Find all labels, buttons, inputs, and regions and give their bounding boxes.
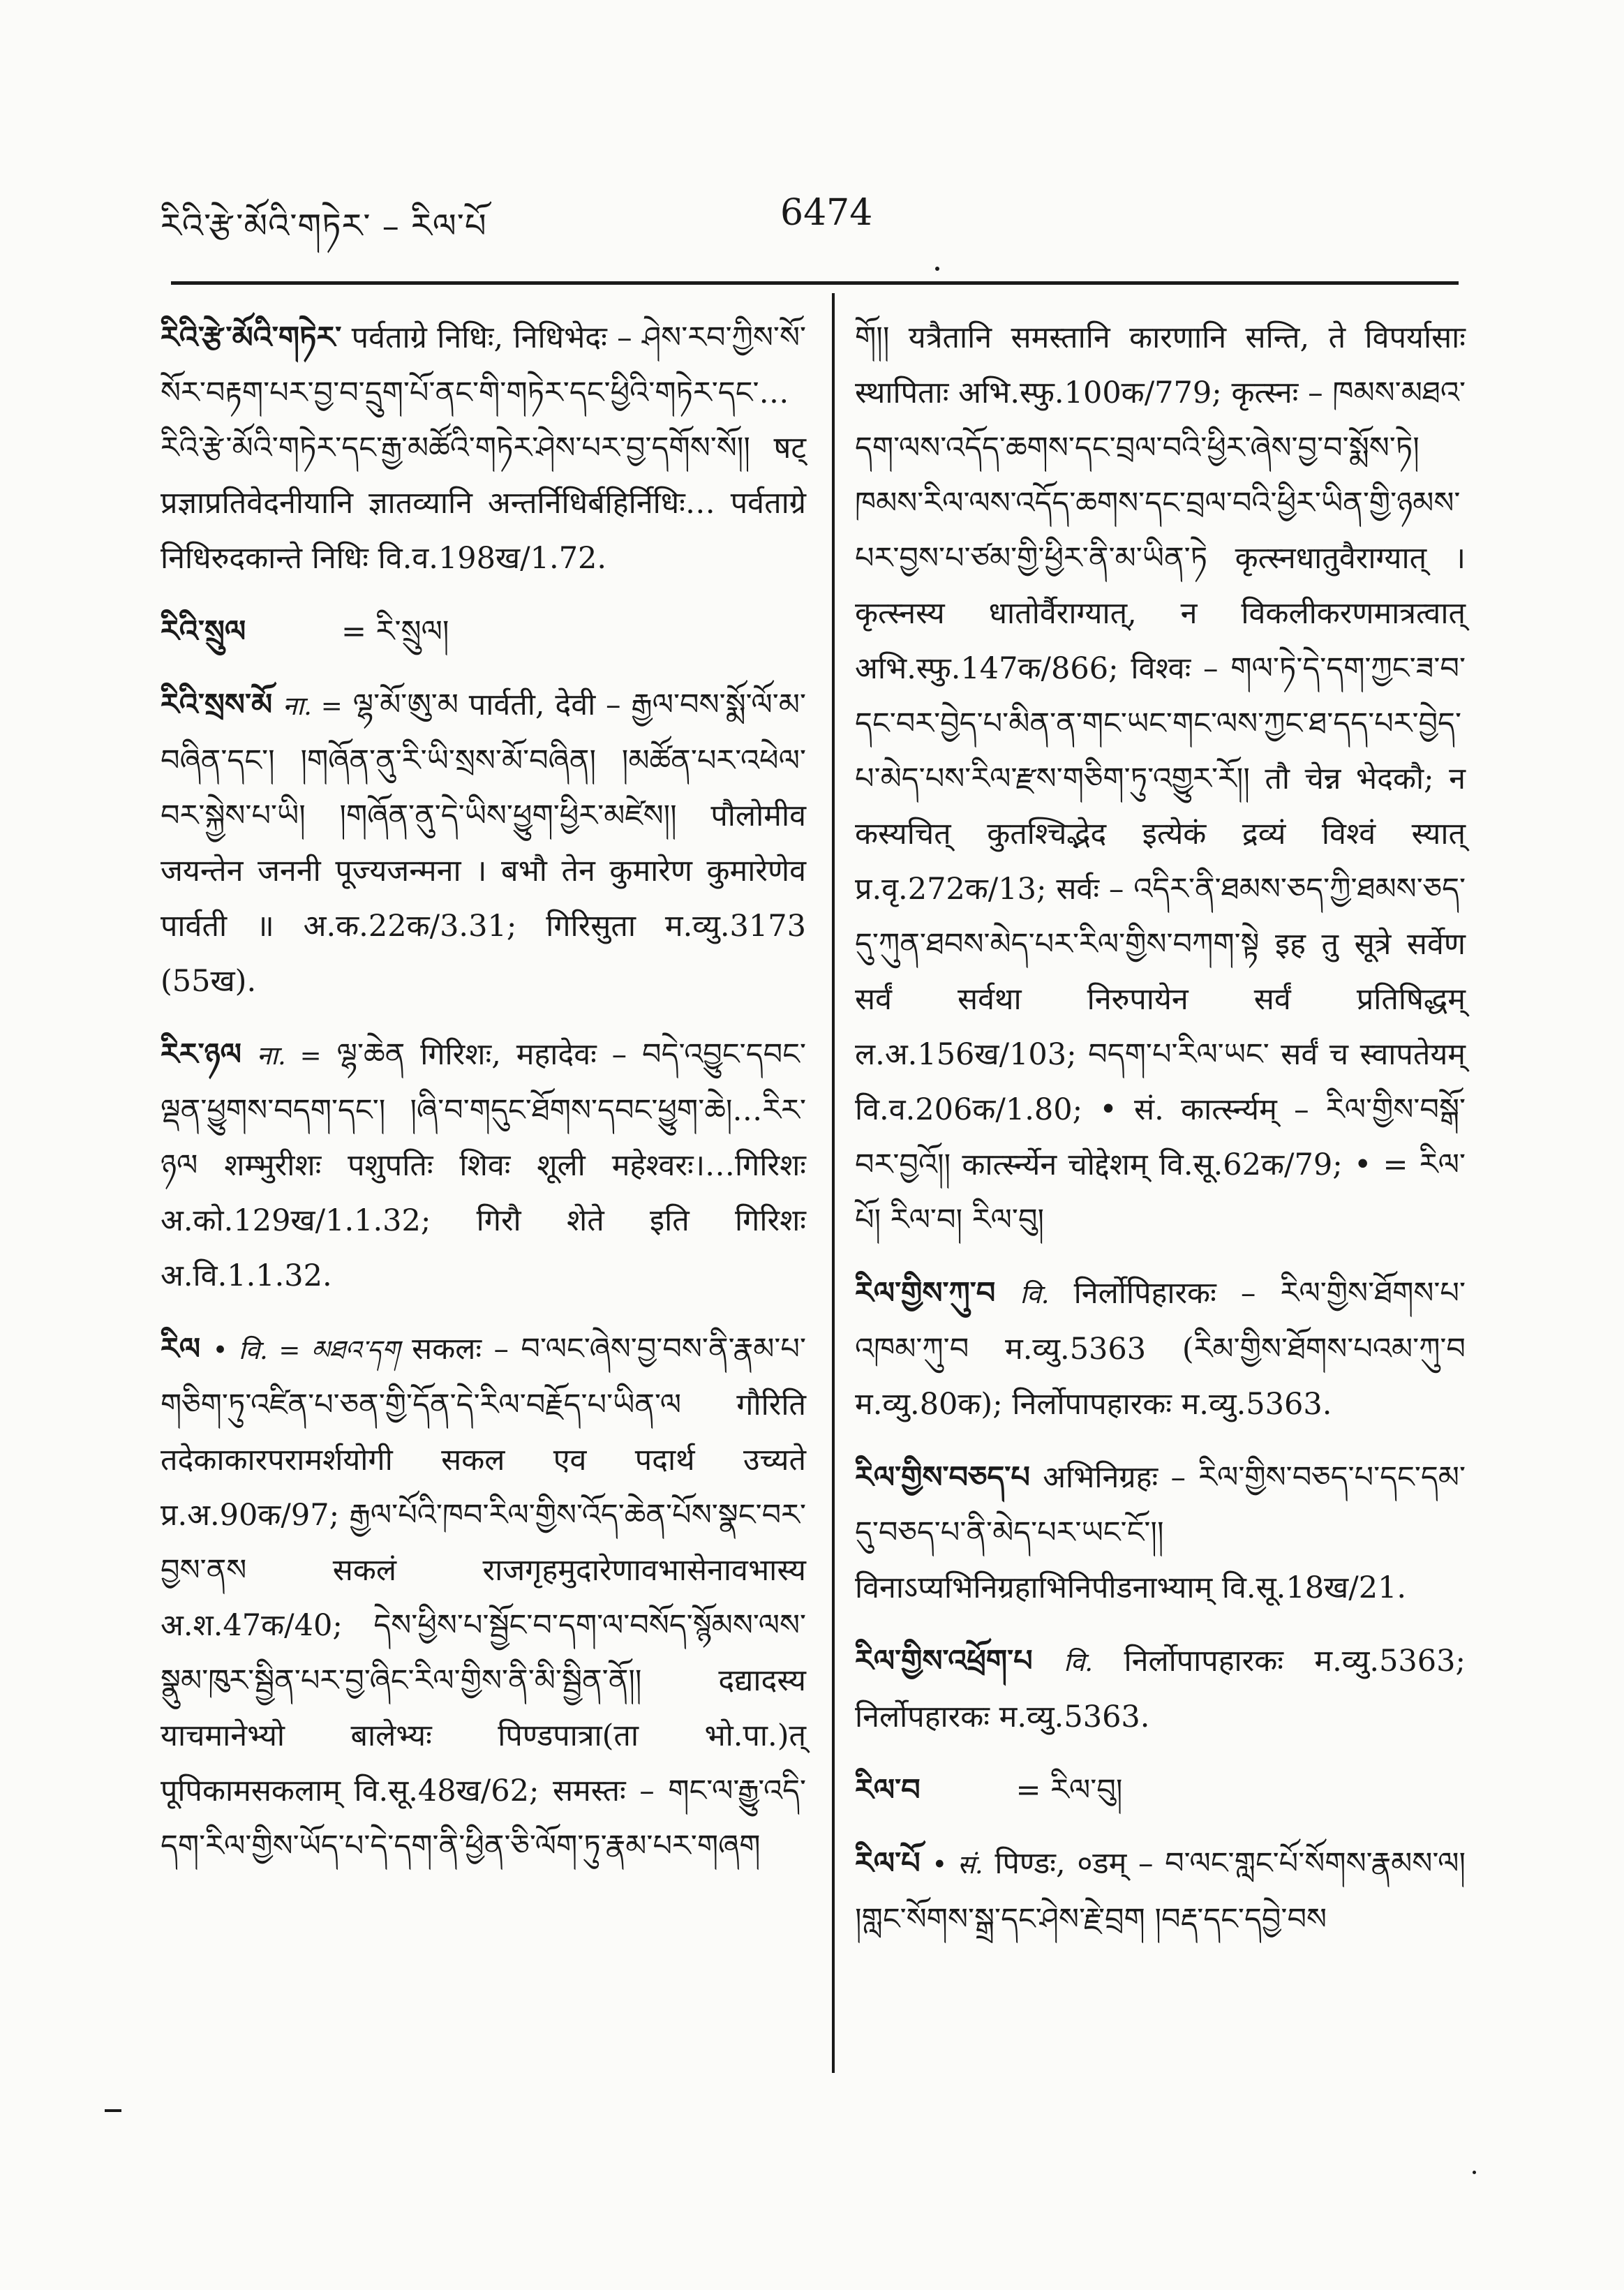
header-rule — [171, 281, 1459, 285]
entry-headword: རིལ་གྱིས་འཕྲོག་པ — [855, 1644, 1033, 1679]
entry-headword: རིལ་གྱིས་ཀུ་བ — [855, 1276, 996, 1311]
entry-headword: རིའི་རྩེ་མོའི་གཏེར་ — [161, 320, 342, 355]
left-column — [161, 311, 806, 1892]
entry-headword: རིལ་པོ — [855, 1846, 921, 1881]
dictionary-entry — [855, 1763, 1466, 1818]
grammar-label: • सं. — [932, 1850, 983, 1880]
dictionary-entry — [161, 1322, 806, 1874]
entry-headword: རིའི་སྲུལ — [161, 614, 246, 649]
dictionary-entry — [855, 1634, 1466, 1745]
entry-text: पर्वताग्रे निधिः, निधिभेदः – ཤེས་རབ་ཀྱིས་སོ་སོར་བརྟག་པར་བྱ་བ་དྲུག་པོ་ནང་གི་གཏེར་དང་ཕྱིའི་གཏེར་དང་…རིའི་རྩེ་མོའི་གཏེར་དང་རྒྱ་མཚོའི་གཏེར་ཤེས་པར་བྱ་དགོས་སོ།། षट् प्रज्ञाप्रतिवेदनीयानि ज्ञातव्यानि अन्तर्निधिर्बहिर्निधिः… पर्वताग्रे निधिरुदकान्ते निधिः वि.व.198ख/1.72. — [161, 320, 806, 576]
header-guide-words: རིའི་རྩེ་མོའི་གཏེར་ – རིལ་པོ — [161, 207, 487, 246]
entry-text: अभिनिग्रहः – རིལ་གྱིས་བཅད་པ་དང་དམ་དུ་བཅད་པ་ནི་མེད་པར་ཡང་ངོ་།། विनाऽप्यभिनिग्रहाभिनिपीडनाभ्याम् वि.सू.18ख/21. — [855, 1460, 1466, 1605]
entry-text: निर्लोपापहारकः म.व्यु.5363; निर्लोपहारकः म.व्यु.5363. — [855, 1644, 1466, 1734]
grammar-label: वि. — [1020, 1279, 1050, 1309]
entry-text: གོ།། यत्रैतानि समस्तानि कारणानि सन्ति, ते विपर्यासाः स्थापिताः अभि.स्फु.100क/779; कृत्स्नः – ཁམས་མཐའ་དག་ལས་འདོད་ཆགས་དང་བྲལ་བའི་ཕྱིར་ཞེས་བྱ་བ་སྨོས་ཏེ། ཁམས་རིལ་ལས་འདོད་ཆགས་དང་བྲལ་བའི་ཕྱིར་ཡིན་གྱི་ཉམས་པར་བྱས་པ་ཙམ་གྱི་ཕྱིར་ནི་མ་ཡིན་ཏེ कृत्स्नधातुवैराग्यात् । कृत्स्नस्य धातोर्वैराग्यात्, न विकलीकरणमात्रत्वात् अभि.स्फु.147क/866; विश्वः – གལ་ཏེ་དེ་དག་ཀྱང་ཟ་བ་དང་བར་བྱེད་པ་མིན་ན་གང་ཡང་གང་ལས་ཀྱང་ཐ་དད་པར་བྱེད་པ་མེད་པས་རིལ་རྫས་གཅིག་ཏུ་འགྱུར་རོ།། तौ चेन्न भेदकौ; न कस्यचित् कुतश्चिद्भेद इत्येकं द्रव्यं विश्वं स्यात् प्र.वृ.272क/13; सर्वः – འདིར་ནི་ཐམས་ཅད་ཀྱི་ཐམས་ཅད་དུ་ཀུན་ཐབས་མེད་པར་རིལ་གྱིས་བཀག་སྟེ इह तु सूत्रे सर्वेण सर्वं सर्वथा निरुपायेन सर्वं प्रतिषिद्धम् ल.अ.156ख/103; བདག་པ་རིལ་ཡང་ सर्वं च स्वापतेयम् वि.व.206क/1.80; • सं. कार्त्स्न्यम् – རིལ་གྱིས་བསྒོ་བར་བྱའོ།། कार्त्स्न्येन चोद्देशम् वि.सू.62क/79; • = རིལ་པོ། རིལ་བ། རིལ་བུ། — [855, 320, 1466, 1237]
grammar-label: ना. = — [283, 691, 343, 721]
entry-headword: རིལ་གྱིས་བཅད་པ — [855, 1460, 1030, 1495]
grammar-label: ना. = — [256, 1041, 322, 1071]
dictionary-entry — [855, 1836, 1466, 1947]
dictionary-entry — [161, 678, 806, 1009]
dictionary-entry — [161, 311, 806, 586]
right-column — [855, 311, 1466, 1965]
dictionary-entry-continued — [855, 311, 1466, 1248]
entry-text: सकलः – བ་ལང་ཞེས་བྱ་བས་ནི་རྣམ་པ་གཅིག་ཏུ་འཛིན་པ་ཅན་གྱི་དོན་དེ་རིལ་བརྗོད་པ་ཡིན་ལ गौरिति तदेकाकारपरामर्शयोगी सकल एव पदार्थ उच्यते प्र.अ.90क/97; རྒྱལ་པོའི་ཁབ་རིལ་གྱིས་འོད་ཆེན་པོས་སྣང་བར་བྱས་ནས सकलं राजगृहमुदारेणावभासेनावभास्य अ.श.47क/40; དེས་ཕྱིས་པ་སྦྱོང་བ་དག་ལ་བསོད་སྙོམས་ལས་སྣུམ་ཁུར་སྦྱིན་པར་བྱ་ཞིང་རིལ་གྱིས་ནི་མི་སྦྱིན་ནོ།། दद्यादस्य याचमानेभ्यो बालेभ्यः पिण्डपात्रा(ता भो.पा.)त् पूपिकामसकलाम् वि.सू.48ख/62; समस्तः – གང་ལ་རྒྱུ་འདི་དག་རིལ་གྱིས་ཡོད་པ་དེ་དག་ནི་ཕྱིན་ཅི་ལོག་ཏུ་རྣམ་པར་གཞག — [161, 1332, 807, 1864]
dictionary-entry — [161, 604, 806, 660]
grammar-label: • वि. = མཐའ་དག — [212, 1335, 400, 1365]
page-number: 6474 — [780, 192, 873, 234]
dictionary-entry — [855, 1450, 1466, 1616]
entry-text: ལྷ་ཆེན गिरिशः, महादेवः – བདེ་འབྱུང་དབང་ལྡན་ཕྱུགས་བདག་དང་། །ཞི་བ་གདུང་ཐོགས་དབང་ཕྱུག་ཆེ།…རིར་ཉལ शम्भुरीशः पशुपतिः शिवः शूली महेश्वरः।…गिरिशः अ.को.129ख/1.1.32; गिरौ शेते इति गिरिशः अ.वि.1.1.32. — [161, 1037, 807, 1293]
entry-headword: རིལ་བ — [855, 1773, 921, 1808]
entry-headword: རིའི་སྲས་མོ — [161, 687, 273, 722]
entry-text: निर्लोपिहारकः – རིལ་གྱིས་ཐོགས་པ་འཁམ་ཀུ་བ म.व्यु.5363 (རིམ་གྱིས་ཐོགས་པའམ་ཀུ་བ म.व्यु.80क); निर्लोपापहारकः म.व्यु.5363. — [855, 1276, 1466, 1422]
entry-text: पिण्डः, ०डम् – བ་ལང་གླང་པོ་སོགས་རྣམས་ལ། །གླང་སོགས་སྒྲ་དང་ཤེས་རྗེ་བྲག །བརྡ་དང་དབྱེ་བས — [855, 1846, 1466, 1937]
dictionary-entry — [855, 1266, 1466, 1432]
column-divider — [832, 293, 835, 2073]
entry-headword: རིལ — [161, 1332, 201, 1367]
entry-text: = རིལ་བུ། — [1015, 1773, 1123, 1808]
dictionary-entry — [161, 1027, 806, 1304]
margin-mark — [105, 2109, 121, 2112]
entry-text: ལྷ་མོ་ཨུ་མ पार्वती, देवी – རྒྱལ་བས་སྨོ་ལོ་མ་བཞིན་དང་། །གཞོན་ནུ་རི་ཡི་སྲས་མོ་བཞིན། །མཚོན་པར་འཕེལ་བར་སྐྱེས་པ་ཡི། །གཞོན་ནུ་དེ་ཡིས་ཕྱུག་ཕྱིར་མཛེས།། पौलोमीव जयन्तेन जननी पूज्यजन्मना । बभौ तेन कुमारेण कुमारेणेव पार्वती ॥ अ.क.22क/3.31; गिरिसुता म.व्यु.3173 (55ख). — [161, 687, 807, 999]
grammar-label: वि. — [1064, 1647, 1094, 1677]
print-speck — [1473, 2171, 1476, 2174]
print-speck — [935, 267, 939, 271]
entry-text: = རི་སྲུལ། — [341, 614, 449, 649]
entry-headword: རིར་ཉལ — [161, 1037, 241, 1072]
